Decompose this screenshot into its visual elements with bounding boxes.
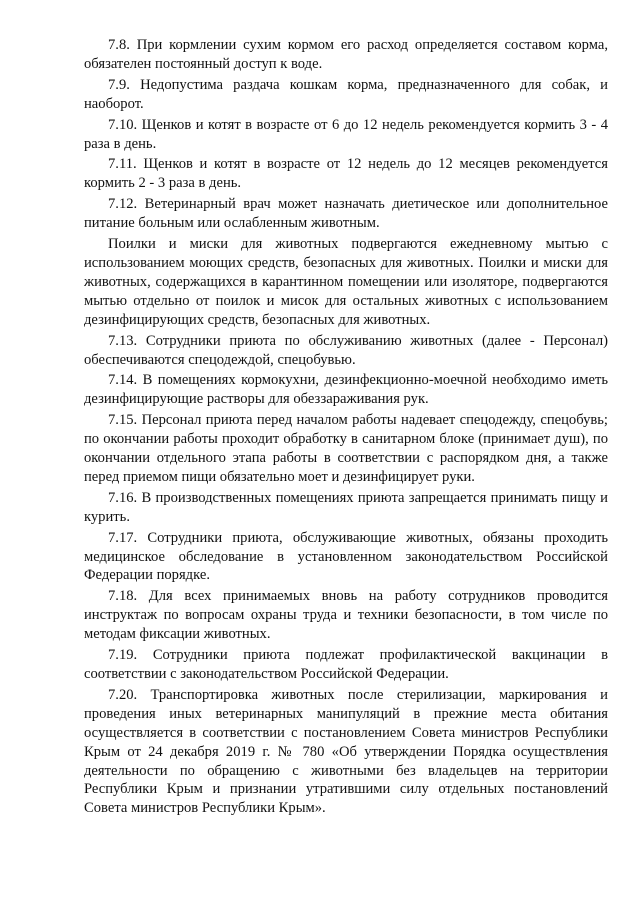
paragraph-7-14: 7.14. В помещениях кормокухни, дезинфекционно-моечной необходимо иметь дезинфицирующие растворы для обеззараживания рук. <box>84 372 608 408</box>
paragraph-7-20: 7.20. Транспортировка животных после стерилизации, маркирования и проведения иных ветеринарных манипуляций в прежние места обитания осуществляется в соответствии с постановлением Совета министров Республики Крым от 24 декабря 2019 г. № 780 «Об утверждении Порядка осуществления деятельности по обращению с животными без владельцев на территории Республики Крым и признании утратившими силу отдельных постановлений Совета министров Республики Крым». <box>84 686 608 817</box>
paragraph-7-8: 7.8. При кормлении сухим кормом его расход определяется составом корма, обязателен постоянный доступ к воде. <box>84 37 608 72</box>
paragraph-7-13: 7.13. Сотрудники приюта по обслуживанию животных (далее - Персонал) обеспечиваются спецодеждой, спецобувью. <box>84 332 608 368</box>
paragraph-7-10: 7.10. Щенков и котят в возрасте от 6 до 12 недель рекомендуется кормить 3 - 4 раза в день. <box>84 116 608 152</box>
paragraph-7-12: 7.12. Ветеринарный врач может назначать диетическое или дополнительное питание больным или ослабленным животным. <box>84 196 608 232</box>
paragraph-7-18: 7.18. Для всех принимаемых вновь на работу сотрудников проводится инструктаж по вопросам охраны труда и техники безопасности, в том числе по методам фиксации животных. <box>84 588 608 643</box>
paragraph-7-9: 7.9. Недопустима раздача кошкам корма, предназначенного для собак, и наоборот. <box>84 76 608 112</box>
paragraph-7-16: 7.16. В производственных помещениях приюта запрещается принимать пищу и курить. <box>84 489 608 525</box>
paragraph-7-17: 7.17. Сотрудники приюта, обслуживающие животных, обязаны проходить медицинское обследование в установленном законодательством Российской Федерации порядке. <box>84 529 608 584</box>
paragraph-7-11: 7.11. Щенков и котят в возрасте от 12 недель до 12 месяцев рекомендуется кормить 2 - 3 раза в день. <box>84 156 608 192</box>
paragraph-bowls: Поилки и миски для животных подвергаются ежедневному мытью с использованием моющих средств, безопасных для животных. Поилки и миски для животных, содержащихся в карантинном помещении или изоляторе, подвергаются мытью отдельно от поилок и мисок для остальных животных с использованием дезинфицирующих средств, безопасных для животных. <box>84 236 608 328</box>
document-page <box>84 36 608 820</box>
paragraph-7-15: 7.15. Персонал приюта перед началом работы надевает спецодежду, спецобувь; по окончании работы проходит обработку в санитарном блоке (принимает душ), по окончании отдельного этапа работы в соответствии с распорядком дня, а также перед приемом пищи обязательно моет и дезинфицирует руки. <box>84 412 608 485</box>
paragraph-7-19: 7.19. Сотрудники приюта подлежат профилактической вакцинации в соответствии с законодательством Российской Федерации. <box>84 647 608 682</box>
